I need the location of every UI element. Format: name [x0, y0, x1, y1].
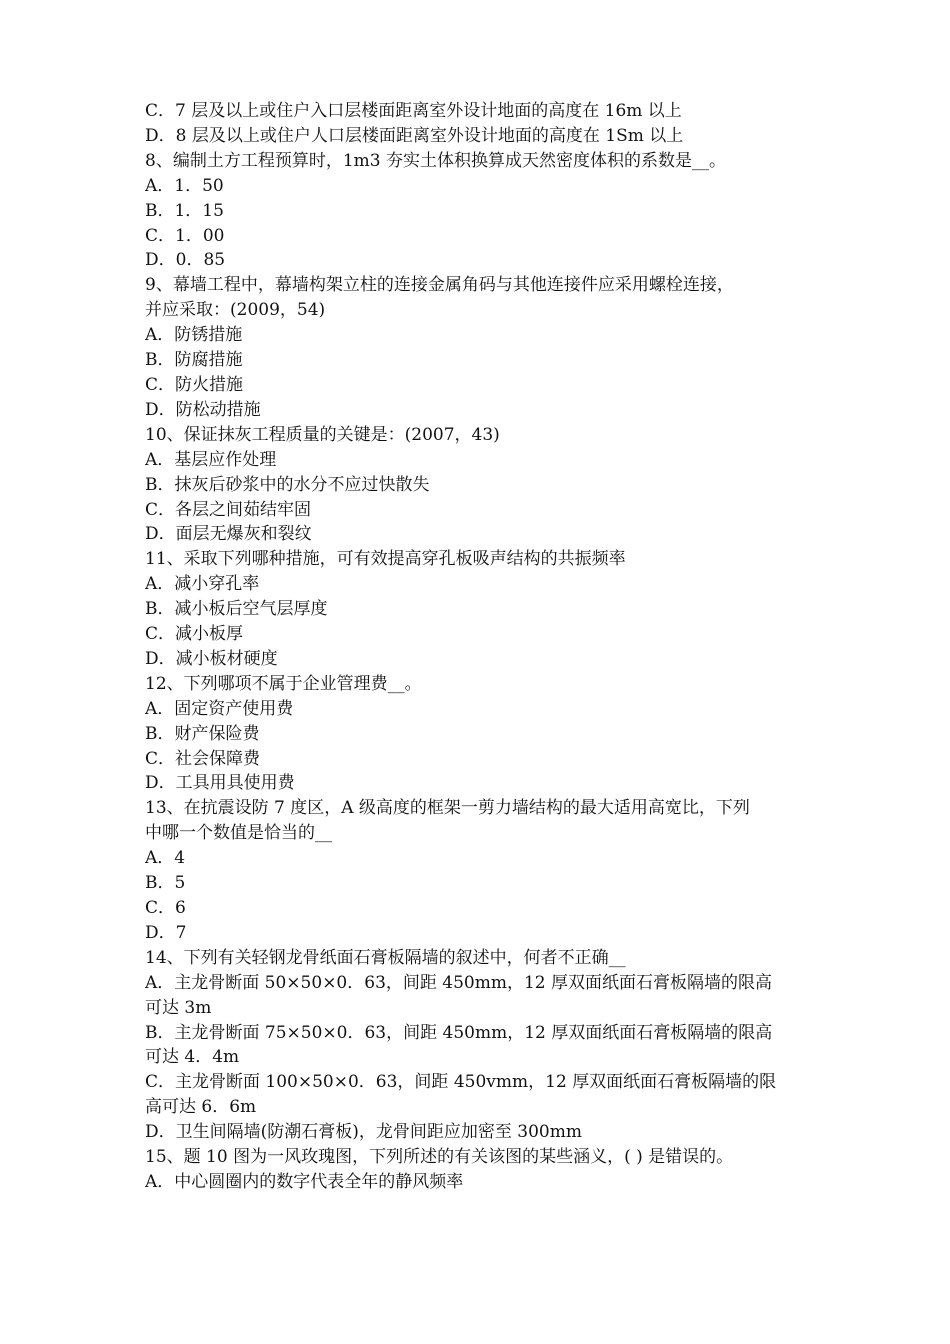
text-line: D．工具用具使用费 [145, 773, 295, 794]
text-line: 11、采取下列哪种措施，可有效提高穿孔板吸声结构的共振频率 [145, 549, 626, 570]
text-line: D．面层无爆灰和裂纹 [145, 524, 312, 545]
text-line: A．防锈措施 [145, 325, 243, 346]
text-line: 高可达 6．6m [145, 1097, 257, 1118]
text-line: A．固定资产使用费 [145, 698, 294, 719]
text-line: A．主龙骨断面 50×50×0．63，间距 450mm，12 厚双面纸面石膏板隔墙的限高 [145, 972, 773, 993]
text-line: D．0．85 [145, 250, 226, 271]
text-line: D．7 [145, 922, 187, 943]
text-line: C．6 [145, 898, 186, 918]
text-line: A．减小穿孔率 [145, 574, 260, 595]
text-line: C．1．00 [145, 225, 225, 246]
text-line: A．中心圆圈内的数字代表全年的静风频率 [145, 1171, 464, 1192]
text-line: 15、题 10 图为一风玫瑰图，下列所述的有关该图的某些涵义，( ) 是错误的。 [145, 1147, 734, 1168]
text-line: 并应采取：(2009，54) [145, 300, 326, 321]
document-body [145, 99, 815, 1195]
text-line: A．4 [145, 848, 186, 869]
text-line: C．7 层及以上或住户入口层楼面距离室外设计地面的高度在 16m 以上 [145, 101, 682, 121]
text-line: D．减小板材硬度 [145, 648, 278, 669]
text-line: B．主龙骨断面 75×50×0．63，间距 450mm，12 厚双面纸面石膏板隔墙的限高 [145, 1022, 773, 1043]
text-line: B．减小板后空气层厚度 [145, 599, 328, 620]
text-line: C．各层之间茹结牢固 [145, 499, 312, 520]
text-line: 可达 4．4m [145, 1047, 240, 1068]
text-line: B．抹灰后砂浆中的水分不应过快散失 [145, 474, 430, 495]
text-line: 10、保证抹灰工程质量的关键是：(2007，43) [145, 424, 500, 445]
text-line: 13、在抗震设防 7 度区，A 级高度的框架一剪力墙结构的最大适用高宽比，下列 [145, 798, 750, 819]
text-line: C．防火措施 [145, 374, 244, 395]
text-line: D．防松动措施 [145, 399, 261, 420]
text-line: 9、幕墙工程中，幕墙构架立柱的连接金属角码与其他连接件应采用螺栓连接， [145, 275, 734, 296]
text-line: 可达 3m [145, 997, 212, 1018]
text-line: B．财产保险费 [145, 723, 260, 744]
text-line: C．减小板厚 [145, 624, 244, 645]
text-line: 中哪一个数值是恰当的__ [145, 823, 332, 844]
text-line: A．基层应作处理 [145, 449, 277, 470]
text-line: D．8 层及以上或住户人口层楼面距离室外设计地面的高度在 1Sm 以上 [145, 125, 684, 146]
text-line: B．防腐措施 [145, 350, 243, 371]
text-line: A．1．50 [145, 175, 224, 196]
text-line: B．5 [145, 873, 186, 894]
text-line: 8、编制土方工程预算时，1m3 夯实土体积换算成天然密度体积的系数是__。 [145, 150, 726, 171]
text-line: C．主龙骨断面 100×50×0．63，间距 450vmm，12 厚双面纸面石膏板隔墙的限 [145, 1072, 777, 1093]
text-line: 12、下列哪项不属于企业管理费__。 [145, 673, 422, 694]
text-line: 14、下列有关轻钢龙骨纸面石膏板隔墙的叙述中，何者不正确__ [145, 947, 626, 968]
text-line: D．卫生间隔墙(防潮石膏板)，龙骨间距应加密至 300mm [145, 1122, 582, 1143]
text-line: C．社会保障费 [145, 748, 261, 769]
text-line: B．1．15 [145, 200, 224, 221]
